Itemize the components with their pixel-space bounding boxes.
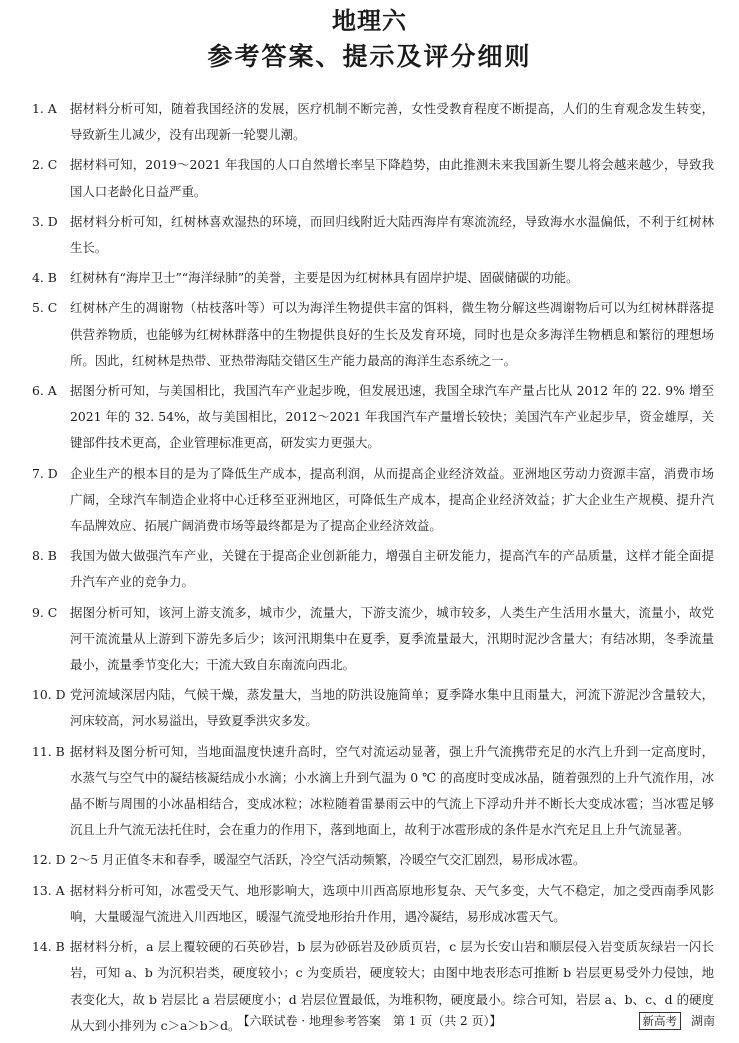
answer-explanation: 据材料及图分析可知，当地面温度快速升高时，空气对流运动显著，强上升气流携带充足的水汽上升到一定高度时，水蒸气与空气中的凝结核凝结成小水滴；小水滴上升到气温为 0 ℃ 的高度时变成冰晶，随着强烈的上升气流作用，冰晶不断与周围的小冰晶相结合，变成冰粒；冰粒随着雷暴雨云中的气流上下浮动升并不断长大变成冰雹；当冰雹足够沉且上升气流无法托住时，会在重力的作用下，落到地面上，故利于冰雹形成的条件是水汽充足且上升气流显著。 [70,743,714,838]
footer-page-label: 【六联试卷 · 地理参考答案 第 1 页（共 2 页）】 [237,1014,502,1028]
answer-number: 3. D [32,213,58,229]
answer-item [32,152,714,204]
answer-explanation: 我国为做大做强汽车产业，关键在于提高企业创新能力，增强自主研发能力，提高汽车的产品质量，这样才能全面提升汽车产业的竞争力。 [70,548,714,590]
page-title: 地理六 [332,7,407,35]
answer-number: 4. B [32,270,57,286]
answer-explanation: 据材料分析可知，随着我国经济的发展，医疗机制不断完善，女性受教育程度不断提高，人们的生育观念发生转变，导致新生儿减少，没有出现新一轮婴儿潮。 [70,101,714,143]
exam-type-badge: 新高考 [639,1012,682,1030]
answer-explanation: 红树林有“海岸卫士”“海洋绿肺”的美誉，主要是因为红树林具有固岸护堤、固碳储碳的功能。 [70,270,579,286]
answer-explanation: 2～5 月正值冬末和春季，暖湿空气活跃，冷空气活动频繁，冷暖空气交汇剧烈，易形成冰雹。 [70,852,586,868]
answer-number: 14. B [32,939,65,955]
footer-region: 湖南 [690,1014,715,1028]
page-subtitle: 参考答案、提示及评分细则 [207,42,532,71]
answer-item [32,295,714,374]
answer-number: 1. A [32,101,57,116]
answer-item [32,847,714,873]
answer-explanation: 企业生产的根本目的是为了降低生产成本，提高利润，从而提高企业经济效益。亚洲地区劳动力资源丰富，消费市场广阔，全球汽车制造企业将中心迁移至亚洲地区，可降低生产成本，提高企业经济效益；扩大企业生产规模、提升汽车品牌效应、拓展广阔消费市场等最终都是为了提高企业经济效益。 [70,465,714,534]
answer-explanation: 据材料分析可知，冰雹受天气、地形影响大，选项中川西高原地形复杂、天气多变，大气不稳定，加之受西南季风影响，大量暖湿气流进入川西地区，暖湿气流受地形抬升作用，遇冷凝结，易形成冰雹天气。 [70,882,714,924]
answer-explanation: 据图分析可知，与美国相比，我国汽车产业起步晚，但发展迅速，我国全球汽车产量占比从 2012 年的 22. 9% 增至 2021 年的 32. 54%，故与美国相比，2012～2021 年我国汽车产量增长较快；美国汽车产业起步早，资金雄厚，关键部件技术更高，企业管理标准更高，研发实力更强大。 [70,383,714,451]
answer-item [32,209,714,261]
answer-item [32,461,714,540]
answer-number: 6. A [32,383,57,399]
answer-number: 9. C [32,604,58,620]
answer-item [32,878,714,930]
answer-number: 11. B [32,743,65,759]
answer-item [32,543,714,595]
answer-number: 13. A [32,882,65,898]
answer-explanation: 据材料分析可知，红树林喜欢湿热的环境，而回归线附近大陆西海岸有寒流流经，导致海水水温偏低，不利于红树林生长。 [70,213,714,256]
answer-number: 2. C [32,157,58,173]
answer-item [32,378,714,457]
answer-list [32,96,714,1043]
answer-item [32,739,714,844]
answer-explanation: 红树林产生的凋谢物（枯枝落叶等）可以为海洋生物提供丰富的饵料，微生物分解这些凋谢物后可以为红树林群落提供营养物质，也能够为红树林群落中的生物提供良好的生长及发育环境，同时也是众多海洋生物栖息和繁衍的理想场所。因此，红树林是热带、亚热带海陆交错区生产能力最高的海洋生态系统之一。 [70,300,714,368]
answer-number: 12. D [32,852,66,868]
answer-item [32,265,714,291]
answer-explanation: 党河流域深居内陆，气候干燥，蒸发量大，当地的防洪设施简单；夏季降水集中且雨量大，河流下游泥沙含量较大，河床较高，河水易溢出，导致夏季洪灾多发。 [70,687,714,729]
answer-number: 5. C [32,300,58,316]
answer-item [32,600,714,679]
answer-explanation: 据图分析可知，该河上游支流多，城市少，流量大，下游支流少，城市较多，人类生产生活用水量大，流量小，故党河干流流量从上游到下游先多后少；该河汛期集中在夏季，夏季流量最大，汛期时泥沙含量大；有结冰期，冬季流量最小，流量季节变化大；干流大致自东南流向西北。 [70,604,714,673]
answer-number: 8. B [32,548,57,564]
page-footer [0,1010,739,1032]
answer-number: 10. D [32,687,66,703]
answer-number: 7. D [32,465,58,481]
answer-explanation: 据材料分析，a 层上覆较硬的石英砂岩，b 层为砂砾岩及砂质页岩，c 层为长安山岩和顺层侵入岩变质灰绿岩一闪长岩，可知 a、b 为沉积岩类，硬度较小；c 为变质岩，硬度较大；由图中地表形态可推断 b 岩层更易受外力侵蚀，地表变化大，故 b 岩层比 a 岩层硬度小；d 岩层位置最低，为堆积物，硬度最小。综合可知，岩层 a、b、c、d 的硬度从大到小排列为 c＞a＞b＞d。 [70,939,714,1033]
answer-item [32,96,714,148]
answer-explanation: 据材料可知，2019～2021 年我国的人口自然增长率呈下降趋势，由此推测未来我国新生婴儿将会越来越少，导致我国人口老龄化日益严重。 [70,157,714,199]
answer-item [32,682,714,734]
